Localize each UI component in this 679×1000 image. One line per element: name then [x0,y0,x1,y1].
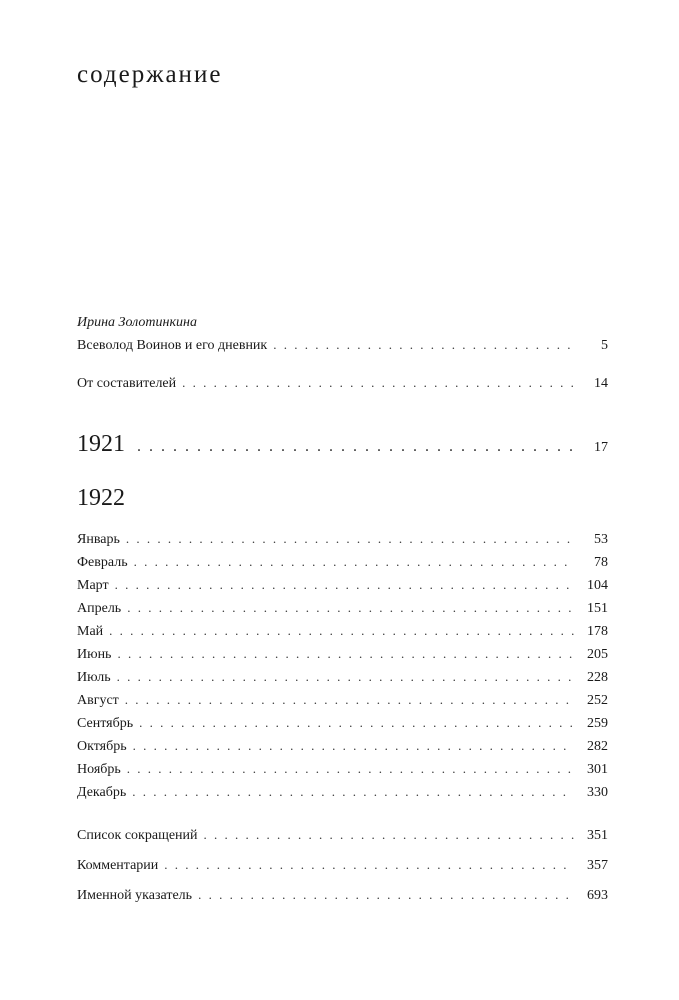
toc-entry[interactable] [77,826,608,845]
dot-leader [132,783,574,801]
toc-page-number: 351 [587,828,608,843]
toc-month-entry[interactable] [77,668,608,687]
toc-entry-label: Июль [77,670,111,685]
toc-month-entry[interactable] [77,530,608,549]
toc-page-number: 259 [587,716,608,731]
toc-entry-label: Сентябрь [77,716,134,731]
toc-entry-label: Всеволод Воинов и его дневник [77,338,268,353]
dot-leader [198,886,574,904]
toc-entry-label: Январь [77,532,120,547]
toc-entry-label: Декабрь [77,785,127,800]
dot-leader [117,668,574,686]
toc-page-number: 282 [587,739,608,754]
toc-month-entry[interactable] [77,622,608,641]
toc-page-number: 14 [594,376,608,391]
page-title: содержание [77,61,223,88]
toc-entry-label: Июнь [77,647,112,662]
author-name: Ирина Золотинкина [77,315,197,330]
dot-leader [127,599,574,617]
toc-entry[interactable] [77,886,608,905]
toc-page-number: 357 [587,858,608,873]
toc-page-number: 5 [601,338,608,353]
dot-leader [182,374,574,392]
toc-page-number: 17 [594,440,608,455]
dot-leader [273,336,574,354]
toc-entry-label: Комментарии [77,858,159,873]
toc-page-number: 104 [587,578,608,593]
toc-entry-label: Март [77,578,109,593]
dot-leader [127,760,574,778]
toc-entry[interactable] [77,374,608,393]
toc-year-1922-heading: 1922 [77,485,125,511]
dot-leader [204,826,574,844]
toc-page-number: 228 [587,670,608,685]
dot-leader [137,433,574,461]
toc-entry-label: Май [77,624,104,639]
toc-month-entry[interactable] [77,760,608,779]
toc-entry-label: Февраль [77,555,128,570]
toc-page-number: 178 [587,624,608,639]
toc-month-entry[interactable] [77,645,608,664]
toc-page-number: 151 [587,601,608,616]
dot-leader [164,856,574,874]
toc-entry-label: Именной указатель [77,888,193,903]
toc-month-entry[interactable] [77,599,608,618]
toc-month-entry[interactable] [77,553,608,572]
toc-entry-label: Апрель [77,601,122,616]
dot-leader [133,737,574,755]
toc-month-entry[interactable] [77,714,608,733]
toc-month-entry[interactable] [77,737,608,756]
dot-leader [115,576,574,594]
toc-page-number: 53 [594,532,608,547]
toc-entry[interactable] [77,336,608,355]
toc-month-entry[interactable] [77,691,608,710]
toc-year-label: 1921 [77,431,125,457]
dot-leader [134,553,574,571]
dot-leader [117,645,574,663]
toc-entry-label: Ноябрь [77,762,121,777]
toc-entry-label: Август [77,693,119,708]
toc-month-entry[interactable] [77,783,608,802]
dot-leader [109,622,574,640]
dot-leader [139,714,574,732]
toc-entry-label: Список сокращений [77,828,198,843]
toc-page-number: 78 [594,555,608,570]
toc-page-number: 205 [587,647,608,662]
toc-entry-label: Октябрь [77,739,127,754]
toc-month-entry[interactable] [77,576,608,595]
toc-page-number: 252 [587,693,608,708]
toc-page-number: 693 [587,888,608,903]
toc-year-1921[interactable] [77,430,608,462]
toc-page-number: 301 [587,762,608,777]
dot-leader [125,691,574,709]
toc-entry[interactable] [77,856,608,875]
toc-entry-label: От составителей [77,376,177,391]
dot-leader [126,530,574,548]
toc-page-number: 330 [587,785,608,800]
